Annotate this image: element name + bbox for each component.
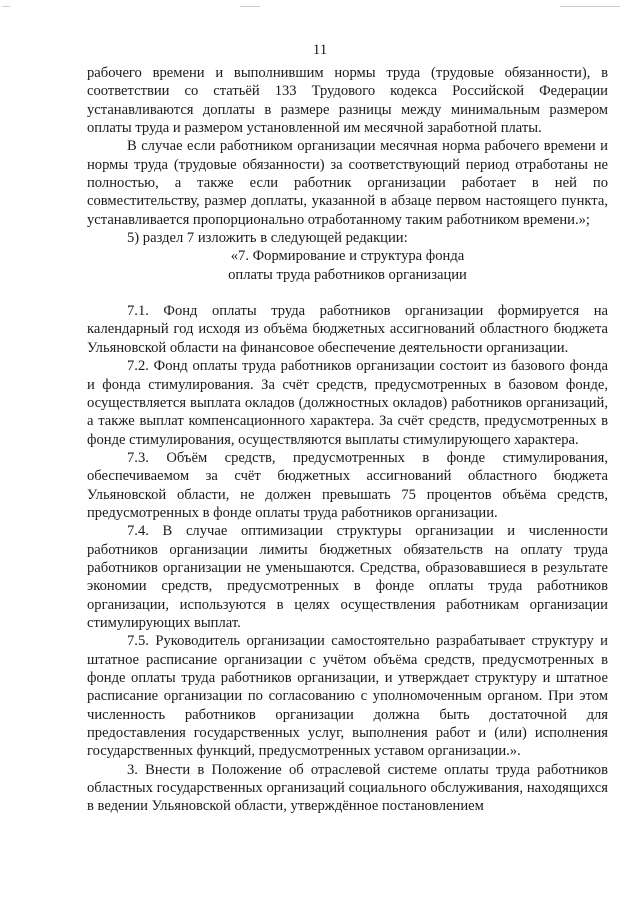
clause-7-2: 7.2. Фонд оплаты труда работников организации состоит из базового фонда и фонда стимулирования. За счёт средств, предусмотренных в базовом фонде, осуществляется выплата окладов (должностных окладов) работников организаций, а также выплат компенсационного характера. За счёт средств, предусмотренных в фонде стимулирования, осуществляются выплаты стимулирующего характера. (87, 358, 608, 448)
clause-7-5: 7.5. Руководитель организации самостоятельно разрабатывает структуру и штатное расписание организации с учётом объёма средств, предусмотренных в фонде оплаты труда работников организации, и утверждает структуру и штатное расписание организации по согласованию с уполномоченным органом. При этом численность работников организации должна быть достаточной для предоставления государственных услуг, выполнения работ и (или) исполнения государственных функций, предусмотренных уставом организации.». (87, 633, 608, 760)
scan-edge-mark-left (2, 6, 10, 7)
paragraph-partial-norm: В случае если работником организации месячная норма рабочего времени и нормы труда (трудовые обязанности) за соответствующий период отработаны не полностью, а также если работник организации работает в ней по совместительству, размер доплаты, указанной в абзаце первом настоящего пункта, устанавливается пропорционально отработанному таким работником времени.»; (87, 138, 608, 228)
document-body (87, 64, 608, 816)
clause-7-3: 7.3. Объём средств, предусмотренных в фонде стимулирования, обеспечиваемом за счёт бюджетных ассигнований областного бюджета Ульяновской области, не должен превышать 75 процентов объёма средств, предусмотренных в фонде оплаты труда работников организации. (87, 449, 608, 521)
section-heading-line-1: «7. Формирование и структура фонда (230, 248, 465, 265)
clause-7-4: 7.4. В случае оптимизации структуры организации и численности работников организации лимиты бюджетных обязательств на оплату труда работников организации не уменьшаются. Средства, образовавшиеся в результате экономии средств, предусмотренных в фонде оплаты труда работников организации, используются в целях осуществления работникам организации стимулирующих выплат. (87, 523, 608, 631)
paragraph-amendment-5: 5) раздел 7 изложить в следующей редакции: (127, 230, 408, 247)
paragraph-item-3: 3. Внести в Положение об отраслевой системе оплаты труда работников областных государственных организаций социального обслуживания, находящихся в ведении Ульяновской области, утверждённое постановлением (87, 761, 608, 815)
clause-7-1: 7.1. Фонд оплаты труда работников организации формируется на календарный год исходя из объёма бюджетных ассигнований областного бюджета Ульяновской области на финансовое обеспечение деятельности организации. (87, 303, 608, 356)
section-heading-line-2: оплаты труда работников организации (228, 266, 467, 283)
page-number: 11 (312, 42, 328, 58)
paragraph-continuation: рабочего времени и выполнившим нормы труда (трудовые обязанности), в соответствии со статьёй 133 Трудового кодекса Российской Федерации устанавливаются доплаты в размере разницы между минимальным размером оплаты труда и размером установленной им месячной заработной платы. (87, 65, 608, 137)
scan-edge-mark-center (240, 6, 260, 7)
scan-edge-mark-right (560, 6, 620, 7)
